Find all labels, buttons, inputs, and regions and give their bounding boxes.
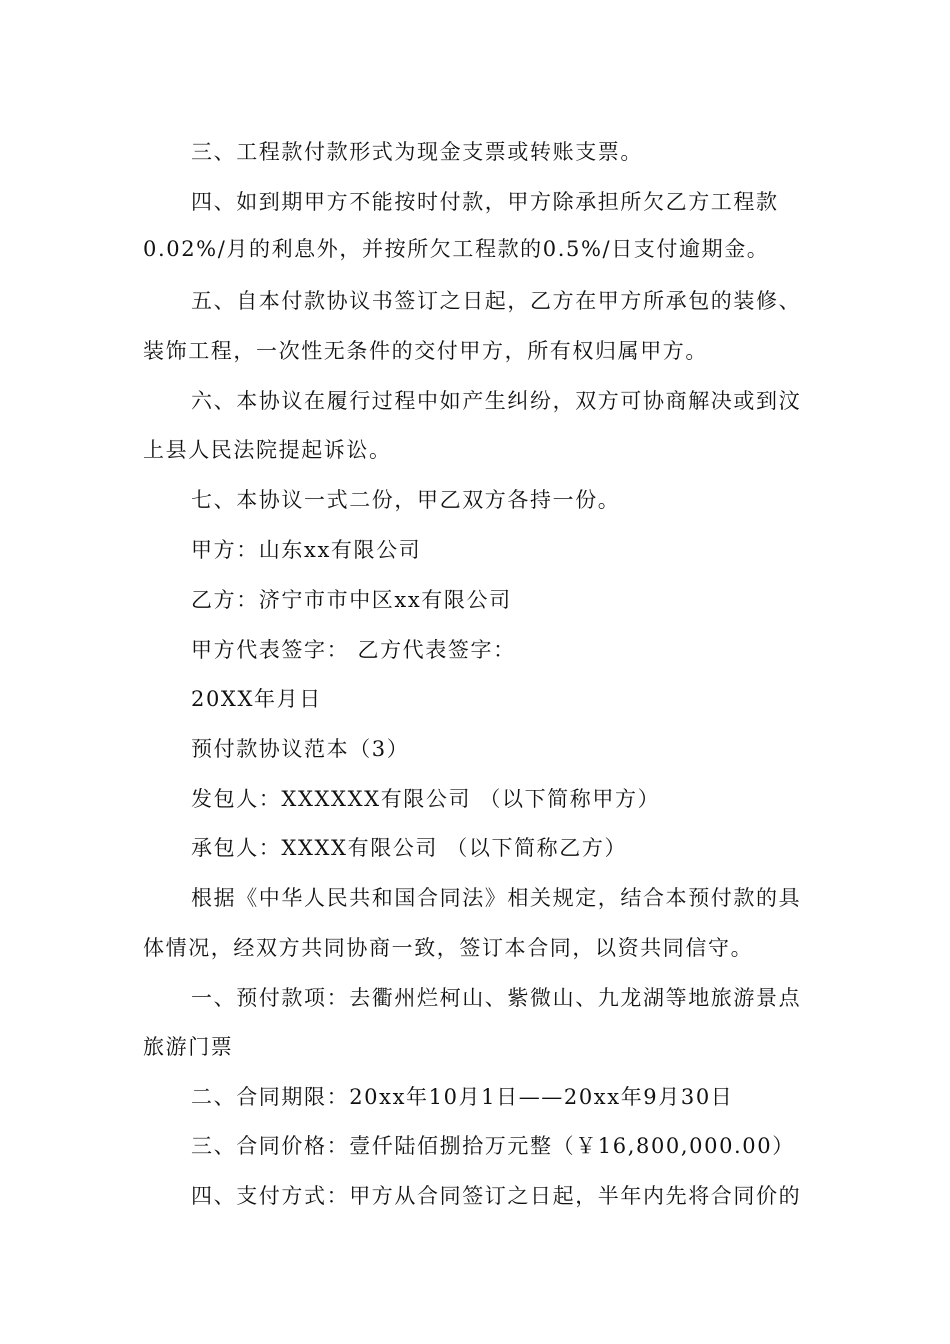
section-title: 预付款协议范本（3） [191,737,410,761]
paragraph-line: 六、本协议在履行过程中如产生纠纷，双方可协商解决或到汶 [191,389,802,413]
party-b-line: 乙方：济宁市市中区xx有限公司 [191,588,512,612]
paragraph-line: 0.02%/月的利息外，并按所欠工程款的0.5%/日支付逾期金。 [143,237,770,261]
contractor-line: 发包人：XXXXXX有限公司 （以下简称甲方） [191,787,661,811]
paragraph-line: 二、合同期限：20xx年10月1日——20xx年9月30日 [191,1085,734,1109]
paragraph-line: 旅游门票 [143,1035,234,1059]
contractee-line: 承包人：XXXX有限公司 （以下简称乙方） [191,836,628,860]
paragraph-line: 四、支付方式：甲方从合同签订之日起，半年内先将合同价的 [191,1184,802,1208]
party-a-line: 甲方：山东xx有限公司 [191,538,422,562]
paragraph-line: 一、预付款项：去衢州烂柯山、紫微山、九龙湖等地旅游景点 [191,986,802,1010]
paragraph-line: 装饰工程，一次性无条件的交付甲方，所有权归属甲方。 [143,339,708,363]
paragraph-line: 五、自本付款协议书签订之日起，乙方在甲方所承包的装修、 [191,289,802,313]
signature-line: 甲方代表签字： 乙方代表签字： [191,638,516,662]
paragraph-line: 七、本协议一式二份，甲乙双方各持一份。 [191,488,621,512]
paragraph-line: 三、工程款付款形式为现金支票或转账支票。 [191,140,643,164]
paragraph-line: 上县人民法院提起诉讼。 [143,438,392,462]
paragraph-line: 体情况，经双方共同协商一致，签订本合同，以资共同信守。 [143,936,754,960]
date-line: 20XX年月日 [191,687,322,711]
paragraph-line: 三、合同价格：壹仟陆佰捌拾万元整（￥16,800,000.00） [191,1134,795,1158]
paragraph-line: 四、如到期甲方不能按时付款，甲方除承担所欠乙方工程款 [191,190,779,214]
paragraph-line: 根据《中华人民共和国合同法》相关规定，结合本预付款的具 [191,886,802,910]
